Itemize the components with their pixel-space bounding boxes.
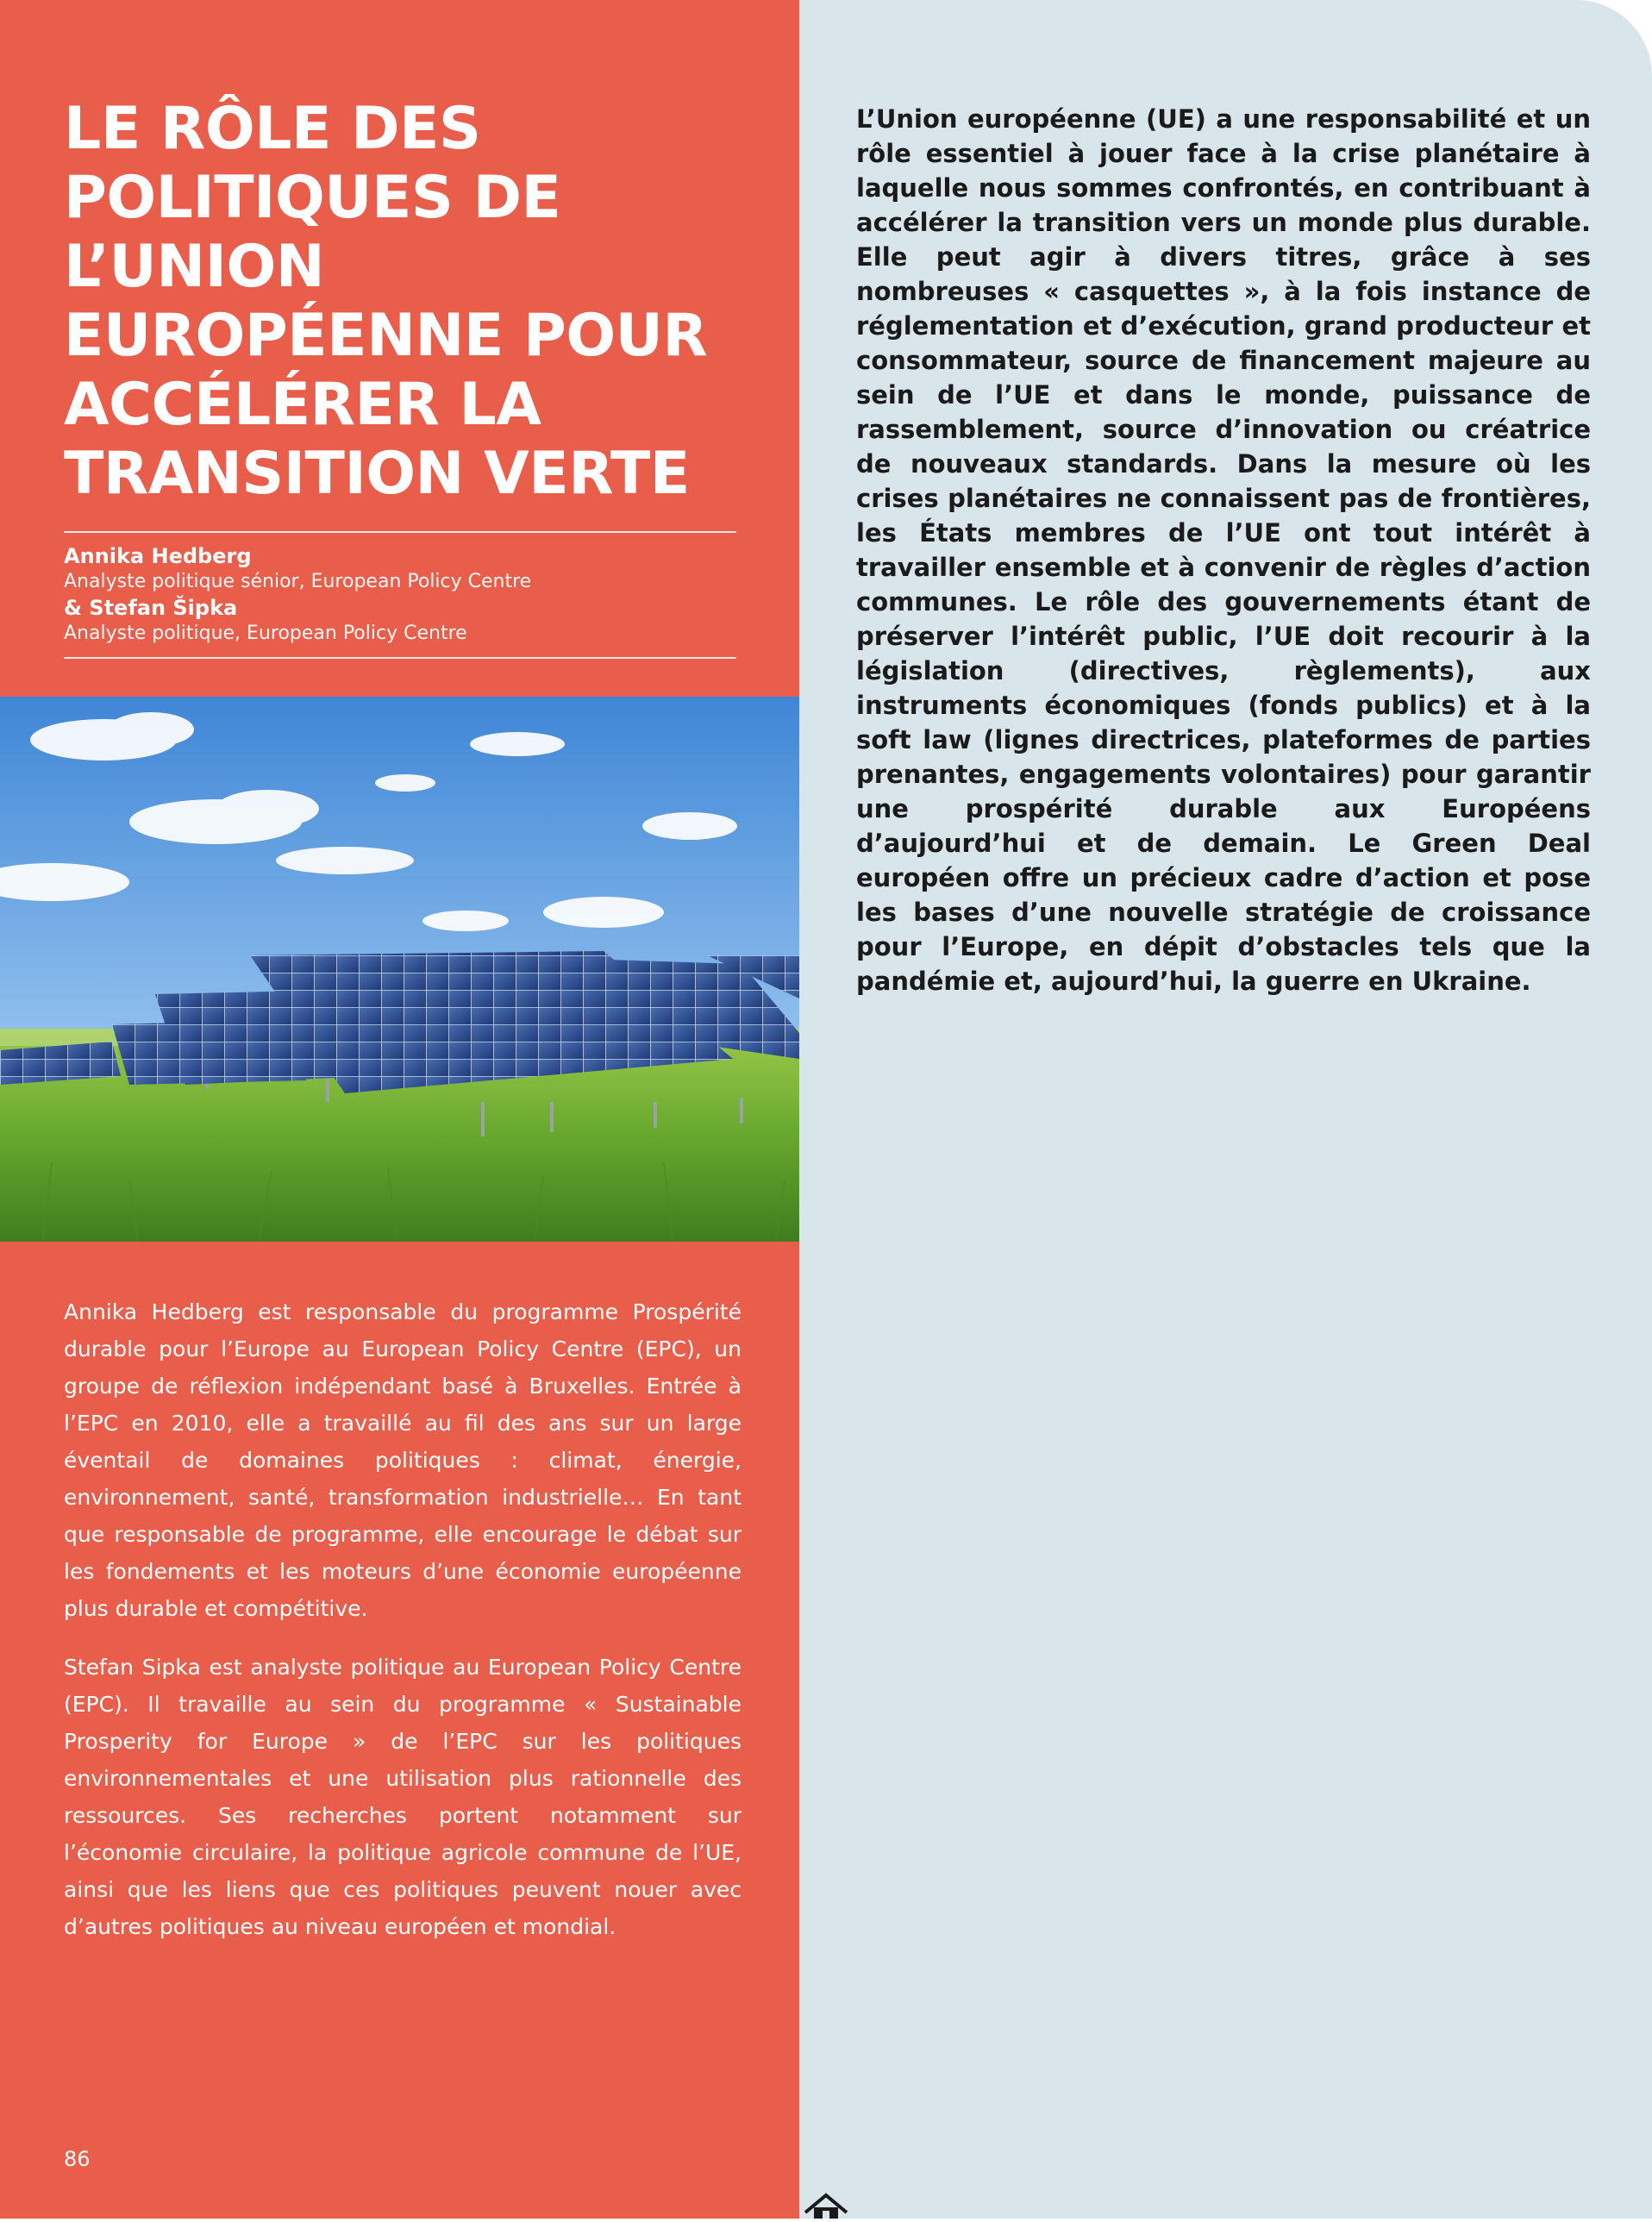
author-bios (64, 1293, 742, 1967)
bio-annika-hedberg: Annika Hedberg est responsable du programme Prospérité durable pour l’Europe au European Policy Centre (EPC), un groupe de réflexion indépendant basé à Bruxelles. Entrée à l’EPC en 2010, elle a travaillé au fil des ans sur un large éventail de domaines politiques : climat, énergie, environnement, santé, transformation industrielle… En tant que responsable de programme, elle encourage le débat sur les fondements et les moteurs d’une économie européenne plus durable et compétitive. (64, 1299, 742, 1621)
author-2-role: Analyste politique, European Policy Centre (64, 623, 467, 644)
author-block (64, 543, 736, 647)
bio-stefan-sipka: Stefan Sipka est analyste politique au European Policy Centre (EPC). Il travaille au sein du programme « Sustainable Prosperity for Europe » de l’EPC sur les politiques environnementales et une utilisation plus rationnelle des ressources. Ses recherches portent notamment sur l’économie circulaire, la politique agricole commune de l’UE, ainsi que les liens que ces politiques peuvent nouer avec d’autres politiques au niveau européen et mondial. (64, 1655, 742, 1939)
author-1-name: Annika Hedberg (64, 544, 252, 568)
page-number: 86 (64, 2147, 91, 2171)
article-title: LE RÔLE DES POLITIQUES DE L’UNION EUROPÉENNE POUR ACCÉLÉRER LA TRANSITION VERTE (64, 95, 708, 508)
divider-bottom (64, 657, 736, 659)
solar-panels-photo (0, 697, 799, 1242)
divider-top (64, 531, 736, 533)
home-icon[interactable] (802, 2190, 850, 2219)
author-2-name: & Stefan Šipka (64, 596, 238, 620)
article-intro: L’Union européenne (UE) a une responsabilité et un rôle essentiel à jouer face à la crise planétaire à laquelle nous sommes confrontés, en contribuant à accélérer la transition vers un monde plus durable. Elle peut agir à divers titres, grâce à ses nombreuses « casquettes », à la fois instance de réglementation et d’exécution, grand producteur et consommateur, source de financement majeure au sein de l’UE et dans le monde, puissance de rassemblement, source d’innovation ou créatrice de nouveaux standards. Dans la mesure où les crises planétaires ne connaissent pas de frontières, les États membres de l’UE ont tout intérêt à travailler ensemble et à convenir de règles d’action communes. Le rôle des gouvernements étant de préserver l’intérêt public, l’UE doit recourir à la législation (directives, règlements), aux instruments économiques (fonds publics) et à la soft law (lignes directrices, plateformes de parties prenantes, engagements volontaires) pour garantir une prospérité durable aux Européens d’aujourd’hui et de demain. Le Green Deal européen offre un précieux cadre d’action et pose les bases d’une nouvelle stratégie de croissance pour l’Europe, en dépit d’obstacles tels que la pandémie et, aujourd’hui, la guerre en Ukraine. (856, 104, 1591, 996)
author-1-role: Analyste politique sénior, European Policy Centre (64, 571, 532, 592)
